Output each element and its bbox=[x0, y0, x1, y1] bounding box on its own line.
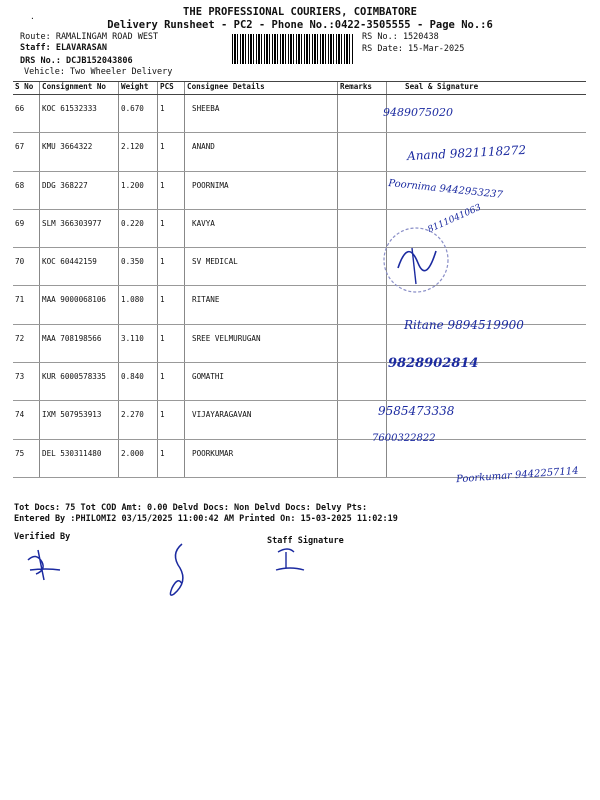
cell-remarks bbox=[338, 363, 387, 401]
cell-pcs: 1 bbox=[158, 439, 185, 477]
cell-sno: 71 bbox=[13, 286, 40, 324]
cell-sno: 73 bbox=[13, 363, 40, 401]
signature-74: 7600322822 bbox=[372, 433, 436, 444]
cell-consignment: KMU 3664322 bbox=[40, 133, 119, 171]
cell-sno: 75 bbox=[13, 439, 40, 477]
stamp-icon bbox=[368, 218, 468, 298]
cell-remarks bbox=[338, 133, 387, 171]
cell-consignee: KAVYA bbox=[185, 209, 338, 247]
cell-consignment: KOC 61532333 bbox=[40, 95, 119, 133]
cell-consignee: RITANE bbox=[185, 286, 338, 324]
col-pcs: PCS bbox=[158, 82, 185, 95]
signature-68: Poornima 9442953237 bbox=[387, 178, 504, 201]
cell-consignment: DDG 368227 bbox=[40, 171, 119, 209]
rs-date: RS Date: 15-Mar-2025 bbox=[362, 44, 465, 54]
cell-sno: 69 bbox=[13, 209, 40, 247]
cell-pcs: 1 bbox=[158, 401, 185, 439]
cell-pcs: 1 bbox=[158, 286, 185, 324]
cell-consignment: SLM 366303977 bbox=[40, 209, 119, 247]
staff-signature-label: Staff Signature bbox=[267, 536, 344, 546]
table-row bbox=[13, 363, 586, 401]
cell-remarks bbox=[338, 324, 387, 362]
cell-weight: 3.110 bbox=[119, 324, 158, 362]
cell-sno: 72 bbox=[13, 324, 40, 362]
cell-consignment: IXM 507953913 bbox=[40, 401, 119, 439]
table-row bbox=[13, 95, 586, 133]
verified-by-label: Verified By bbox=[14, 532, 71, 542]
cell-pcs: 1 bbox=[158, 133, 185, 171]
signature-69: 8111041063 bbox=[426, 202, 483, 236]
cell-sno: 70 bbox=[13, 248, 40, 286]
cell-remarks bbox=[338, 171, 387, 209]
cell-pcs: 1 bbox=[158, 363, 185, 401]
cell-consignment: MAA 708198566 bbox=[40, 324, 119, 362]
entered-by-line: Entered By :PHILOMI2 03/15/2025 11:00:42 AM Printed On: 15-03-2025 11:02:19 bbox=[14, 514, 398, 524]
signature-67: Anand 9821118272 bbox=[406, 142, 527, 164]
cell-pcs: 1 bbox=[158, 248, 185, 286]
cell-weight: 1.200 bbox=[119, 171, 158, 209]
rs-number: RS No.: 1520438 bbox=[362, 32, 439, 42]
col-sno: S No bbox=[13, 82, 40, 95]
cell-weight: 2.120 bbox=[119, 133, 158, 171]
cell-weight: 2.270 bbox=[119, 401, 158, 439]
totals-line: Tot Docs: 75 Tot COD Amt: 0.00 Delvd Docs: Non Delvd Docs: Delvy Pts: bbox=[14, 503, 368, 513]
cell-consignee: SREE VELMURUGAN bbox=[185, 324, 338, 362]
signature-75: Poorkumar 9442257114 bbox=[455, 465, 579, 486]
cell-pcs: 1 bbox=[158, 209, 185, 247]
table-header-row bbox=[13, 82, 586, 95]
cell-consignee: POORKUMAR bbox=[185, 439, 338, 477]
cell-weight: 2.000 bbox=[119, 439, 158, 477]
cell-sno: 66 bbox=[13, 95, 40, 133]
col-consignee: Consignee Details bbox=[185, 82, 338, 95]
col-signature-label: Seal & Signature bbox=[405, 82, 479, 91]
col-consignment: Consignment No bbox=[40, 82, 119, 95]
cell-sno: 74 bbox=[13, 401, 40, 439]
cell-consignee: GOMATHI bbox=[185, 363, 338, 401]
signature-66: 9489075020 bbox=[383, 106, 453, 119]
table-row bbox=[13, 209, 586, 247]
cell-pcs: 1 bbox=[158, 95, 185, 133]
signature-72: 9828902814 bbox=[388, 356, 479, 371]
cell-consignment: KOC 60442159 bbox=[40, 248, 119, 286]
cell-consignee: ANAND bbox=[185, 133, 338, 171]
cell-remarks bbox=[338, 95, 387, 133]
cell-pcs: 1 bbox=[158, 171, 185, 209]
cell-consignee: POORNIMA bbox=[185, 171, 338, 209]
runsheet-title: Delivery Runsheet - PC2 - Phone No.:0422-3505555 - Page No.:6 bbox=[107, 19, 493, 31]
cell-weight: 1.080 bbox=[119, 286, 158, 324]
route: Route: RAMALINGAM ROAD WEST bbox=[20, 32, 159, 42]
cell-consignment: DEL 530311480 bbox=[40, 439, 119, 477]
cell-consignee: SHEEBA bbox=[185, 95, 338, 133]
company-name: THE PROFESSIONAL COURIERS, COIMBATORE bbox=[183, 6, 417, 18]
cell-weight: 0.840 bbox=[119, 363, 158, 401]
signature-73: 9585473338 bbox=[378, 404, 455, 418]
vehicle: Vehicle: Two Wheeler Delivery bbox=[24, 67, 173, 77]
table-row bbox=[13, 401, 586, 439]
cell-consignment: MAA 9000068106 bbox=[40, 286, 119, 324]
barcode bbox=[232, 34, 354, 64]
cell-pcs: 1 bbox=[158, 324, 185, 362]
cell-consignment: KUR 6000578335 bbox=[40, 363, 119, 401]
cell-remarks bbox=[338, 439, 387, 477]
table-row bbox=[13, 248, 586, 286]
staff: Staff: ELAVARASAN bbox=[20, 43, 107, 53]
runsheet-table bbox=[13, 81, 586, 478]
verifier-signature-2-icon bbox=[164, 540, 194, 600]
col-weight: Weight bbox=[119, 82, 158, 95]
cell-sno: 68 bbox=[13, 171, 40, 209]
cell-weight: 0.220 bbox=[119, 209, 158, 247]
cell-sno: 67 bbox=[13, 133, 40, 171]
dot-mark: · bbox=[30, 14, 35, 23]
cell-consignee: SV MEDICAL bbox=[185, 248, 338, 286]
cell-consignee: VIJAYARAGAVAN bbox=[185, 401, 338, 439]
cell-weight: 0.670 bbox=[119, 95, 158, 133]
col-remarks: Remarks bbox=[338, 82, 387, 95]
cell-weight: 0.350 bbox=[119, 248, 158, 286]
signature-71: Ritane 9894519900 bbox=[404, 318, 524, 332]
drs-number: DRS No.: DCJB152043806 bbox=[20, 56, 133, 66]
col-signature bbox=[387, 82, 587, 95]
staff-signature-icon bbox=[272, 544, 312, 574]
verifier-signature-icon bbox=[20, 546, 80, 586]
